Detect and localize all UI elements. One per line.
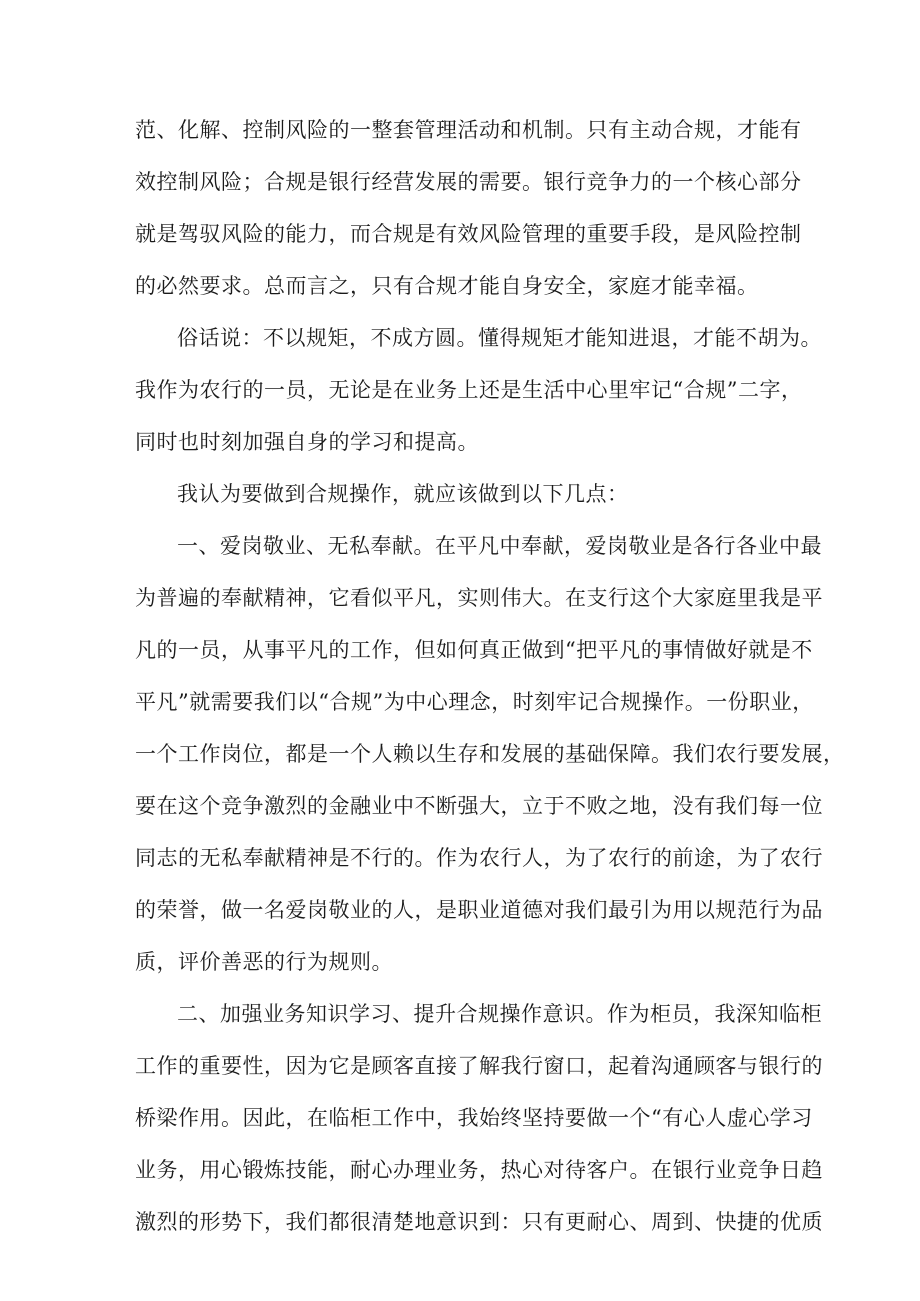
text-line: 就是驾驭风险的能力，而合规是有效风险管理的重要手段，是风险控制 [135, 222, 802, 246]
text-line: 质，评价善恶的行为规则。 [135, 950, 393, 974]
text-line: 激烈的形势下，我们都很清楚地意识到：只有更耐心、周到、快捷的优质 [135, 1210, 823, 1234]
text-line: 凡的一员，从事平凡的工作，但如何真正做到“把平凡的事情做好就是不 [135, 638, 813, 662]
text-line: 我认为要做到合规操作，就应该做到以下几点： [177, 482, 629, 506]
text-line: 的荣誉，做一名爱岗敬业的人，是职业道德对我们最引为用以规范行为品 [135, 898, 823, 922]
text-line: 效控制风险；合规是银行经营发展的需要。银行竞争力的一个核心部分 [135, 170, 802, 194]
text-line: 工作的重要性，因为它是顾客直接了解我行窗口，起着沟通顾客与银行的 [135, 1054, 823, 1078]
text-line: 平凡”就需要我们以“合规”为中心理念，时刻牢记合规操作。一份职业， [135, 690, 814, 714]
text-line: 的必然要求。总而言之，只有合规才能自身安全，家庭才能幸福。 [135, 274, 759, 298]
text-line: 同时也时刻加强自身的学习和提高。 [135, 430, 479, 454]
text-line: 范、化解、控制风险的一整套管理活动和机制。只有主动合规，才能有 [135, 118, 802, 142]
text-line: 二、加强业务知识学习、提升合规操作意识。作为柜员，我深知临柜 [177, 1002, 822, 1026]
text-line: 同志的无私奉献精神是不行的。作为农行人，为了农行的前途，为了农行 [135, 846, 823, 870]
text-line: 业务，用心锻炼技能，耐心办理业务，热心对待客户。在银行业竞争日趋 [135, 1158, 823, 1182]
text-line: 我作为农行的一员，无论是在业务上还是生活中心里牢记“合规”二字， [135, 378, 803, 402]
text-line: 俗话说：不以规矩，不成方圆。懂得规矩才能知进退，才能不胡为。 [177, 326, 822, 350]
text-line: 一、爱岗敬业、无私奉献。在平凡中奉献，爱岗敬业是各行各业中最 [177, 534, 822, 558]
document-body [135, 0, 845, 1301]
text-line: 一个工作岗位，都是一个人赖以生存和发展的基础保障。我们农行要发展， [135, 742, 845, 766]
text-line: 桥梁作用。因此，在临柜工作中，我始终坚持要做一个“有心人虚心学习 [135, 1106, 813, 1130]
text-line: 为普遍的奉献精神，它看似平凡，实则伟大。在支行这个大家庭里我是平 [135, 586, 823, 610]
text-line: 要在这个竞争激烈的金融业中不断强大，立于不败之地，没有我们每一位 [135, 794, 823, 818]
